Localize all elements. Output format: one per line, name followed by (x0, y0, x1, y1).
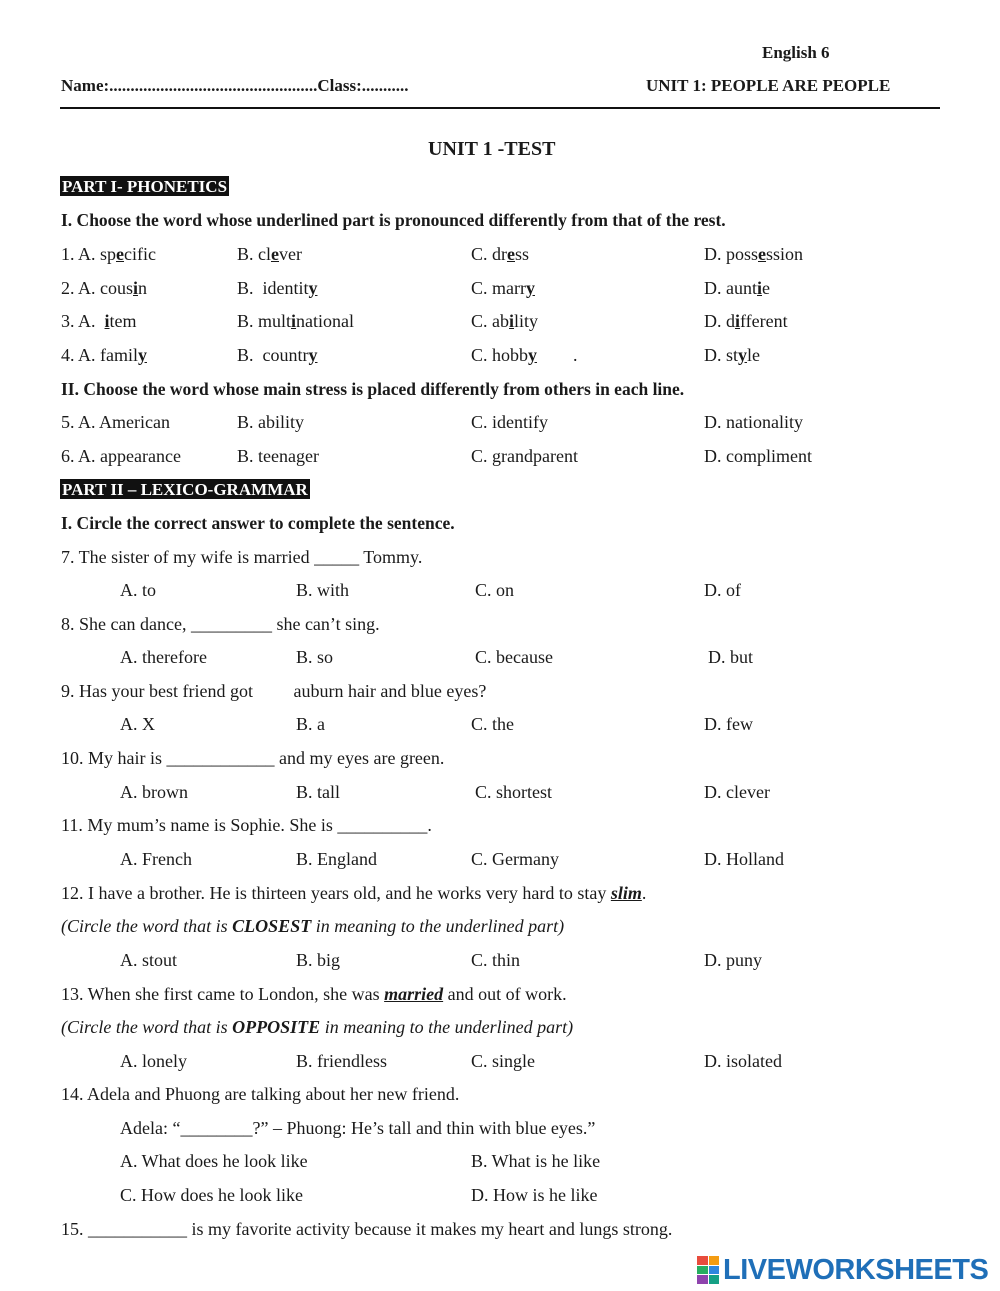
q2-option-d: D. auntie (704, 278, 771, 298)
q6-option-c: C. grandparent (471, 446, 578, 466)
q9-option-b[interactable]: B. a (296, 714, 325, 734)
q12-option-b[interactable]: B. big (296, 950, 341, 970)
q8-stem: 8. She can dance, _________ she can’t sing. (61, 614, 380, 634)
part1-section2-instruction: II. Choose the word whose main stress is placed differently from others in each line. (61, 379, 685, 399)
q10-option-a[interactable]: A. brown (120, 782, 188, 802)
q10-option-d[interactable]: D. clever (704, 782, 770, 802)
q13-option-d[interactable]: D. isolated (704, 1051, 782, 1071)
q14-option-b[interactable]: B. What is he like (471, 1151, 601, 1171)
q12-option-d[interactable]: D. puny (704, 950, 762, 970)
q14-stem: 14. Adela and Phuong are talking about her new friend. (61, 1084, 460, 1104)
q13-note: (Circle the word that is OPPOSITE in meaning to the underlined part) (61, 1017, 574, 1037)
q13-option-a[interactable]: A. lonely (120, 1051, 187, 1071)
q12-option-a[interactable]: A. stout (120, 950, 178, 970)
q6-option-b: B. teenager (237, 446, 319, 466)
q4-option-c: C. hobby . (471, 345, 578, 365)
q10-stem: 10. My hair is ____________ and my eyes are green. (61, 748, 445, 768)
q5-option-b: B. ability (237, 412, 304, 432)
q10-option-b[interactable]: B. tall (296, 782, 340, 802)
q13-option-c[interactable]: C. single (471, 1051, 536, 1071)
q12-stem: 12. I have a brother. He is thirteen years old, and he works very hard to stay slim. (61, 883, 647, 903)
q13-underlined-word: married (384, 984, 444, 1004)
q6-option-a: 6. A. appearance (61, 446, 181, 466)
q7-stem: 7. The sister of my wife is married _____ Tommy. (61, 547, 423, 567)
q9-option-d[interactable]: D. few (704, 714, 753, 734)
q11-option-a[interactable]: A. French (120, 849, 192, 869)
q3-option-a: 3. A. item (61, 311, 137, 331)
q12-option-c[interactable]: C. thin (471, 950, 521, 970)
q4-option-d: D. style (704, 345, 761, 365)
part1-section1-instruction: I. Choose the word whose underlined part is pronounced differently from that of the rest. (61, 210, 726, 230)
q10-option-c[interactable]: C. shortest (475, 782, 553, 802)
q11-option-b[interactable]: B. England (296, 849, 377, 869)
liveworksheets-blocks-icon (697, 1256, 719, 1284)
q2-option-a: 2. A. cousin (61, 278, 148, 298)
q2-option-b: B. identity (237, 278, 318, 298)
q1-option-b: B. clever (237, 244, 302, 264)
q14-dialog: Adela: “________?” – Phuong: He’s tall and thin with blue eyes.” (120, 1118, 596, 1138)
q2-option-c: C. marry (471, 278, 535, 298)
header-divider (60, 107, 940, 109)
q6-option-d: D. compliment (704, 446, 812, 466)
page-title: UNIT 1 -TEST (428, 138, 556, 160)
q13-option-b[interactable]: B. friendless (296, 1051, 387, 1071)
q13-stem: 13. When she first came to London, she was married and out of work. (61, 984, 567, 1004)
part2-section1-instruction: I. Circle the correct answer to complete the sentence. (61, 513, 455, 533)
q14-option-c[interactable]: C. How does he look like (120, 1185, 303, 1205)
q1-option-c: C. dress (471, 244, 530, 264)
q8-option-b[interactable]: B. so (296, 647, 334, 667)
q3-option-c: C. ability (471, 311, 539, 331)
q3-option-b: B. multinational (237, 311, 355, 331)
q14-option-d[interactable]: D. How is he like (471, 1185, 598, 1205)
q11-option-d[interactable]: D. Holland (704, 849, 784, 869)
name-class-line: Name:.................................................Class:........... (61, 76, 409, 95)
q8-option-a[interactable]: A. therefore (120, 647, 207, 667)
q11-option-c[interactable]: C. Germany (471, 849, 559, 869)
q12-note: (Circle the word that is CLOSEST in meaning to the underlined part) (61, 916, 565, 936)
liveworksheets-text: LIVEWORKSHEETS (723, 1253, 989, 1286)
q9-option-c[interactable]: C. the (471, 714, 514, 734)
q7-option-a[interactable]: A. to (120, 580, 156, 600)
q9-option-a[interactable]: A. X (120, 714, 155, 734)
q5-option-c: C. identify (471, 412, 548, 432)
q14-option-a[interactable]: A. What does he look like (120, 1151, 308, 1171)
part1-label: PART I- PHONETICS (62, 177, 228, 196)
q1-option-a: 1. A. specific (61, 244, 156, 264)
liveworksheets-logo (697, 1255, 988, 1285)
q8-option-d[interactable]: D. but (708, 647, 753, 667)
q15-stem: 15. ___________ is my favorite activity because it makes my heart and lungs strong. (61, 1219, 673, 1239)
q11-stem: 11. My mum’s name is Sophie. She is __________. (61, 815, 432, 835)
q1-option-d: D. possession (704, 244, 804, 264)
q7-option-d[interactable]: D. of (704, 580, 741, 600)
q4-option-b: B. country (237, 345, 318, 365)
q5-option-a: 5. A. American (61, 412, 170, 432)
q7-option-b[interactable]: B. with (296, 580, 350, 600)
subject-label: English 6 (762, 43, 830, 62)
q5-option-d: D. nationality (704, 412, 803, 432)
q8-option-c[interactable]: C. because (475, 647, 553, 667)
q12-underlined-word: slim (610, 883, 642, 903)
q3-option-d: D. different (704, 311, 788, 331)
part2-label: PART II – LEXICO-GRAMMAR (62, 480, 308, 499)
q4-option-a: 4. A. family (61, 345, 147, 365)
unit-title: UNIT 1: PEOPLE ARE PEOPLE (646, 76, 891, 95)
q9-stem: 9. Has your best friend got auburn hair and blue eyes? (61, 681, 487, 701)
q7-option-c[interactable]: C. on (475, 580, 515, 600)
